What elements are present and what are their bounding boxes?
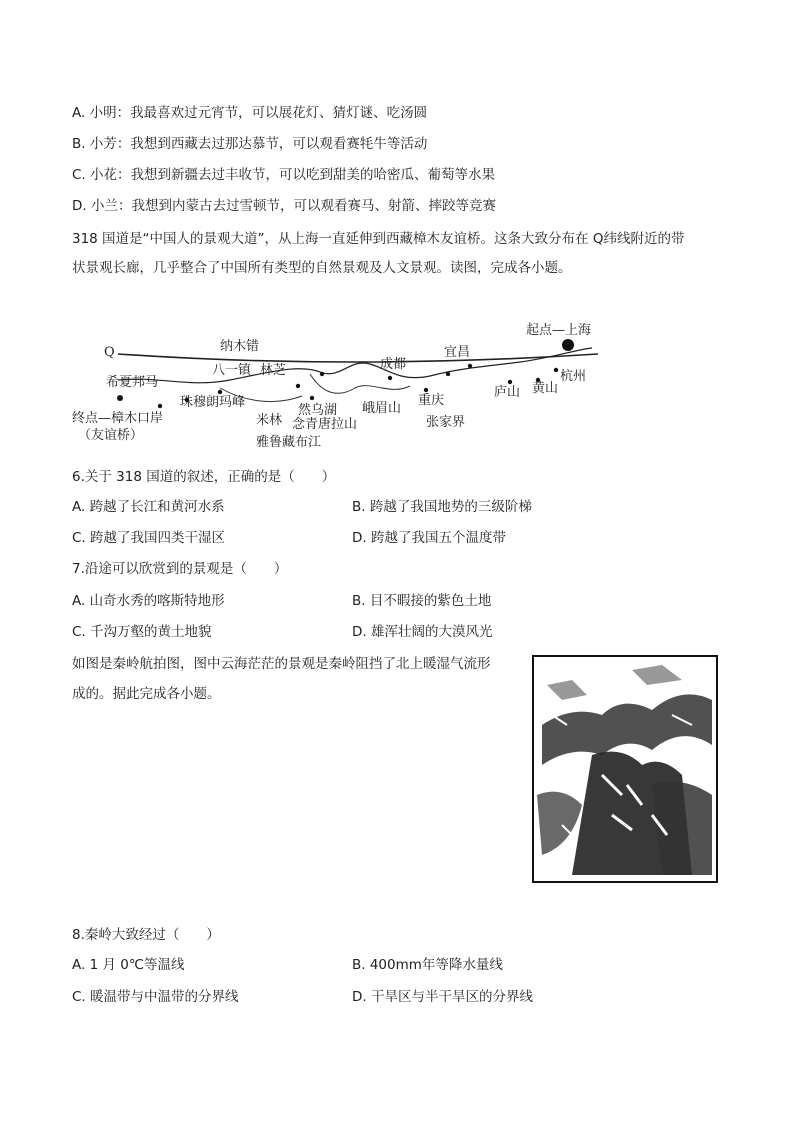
q8-option-b: B. 400mm年等降水量线 [352, 957, 503, 973]
route-318-svg [70, 310, 630, 460]
place-label: 雅鲁藏布江 [256, 435, 322, 450]
qinling-photo-svg [532, 655, 718, 883]
option-a-festival: A. 小明：我最喜欢过元宵节，可以展花灯、猜灯谜、吃汤圆 [72, 105, 428, 121]
place-label: 峨眉山 [362, 401, 402, 416]
option-b-festival: B. 小芳：我想到西藏去过那达慕节，可以观看赛牦牛等活动 [72, 136, 428, 152]
q7-option-b: B. 目不暇接的紫色土地 [352, 593, 492, 609]
place-label: 然乌湖 [298, 403, 338, 418]
place-label: 张家界 [426, 415, 466, 430]
place-label: 杭州 [560, 369, 587, 384]
end-label: 终点—樟木口岸 [72, 411, 164, 426]
q6-option-c: C. 跨越了我国四类干湿区 [72, 530, 226, 546]
place-label: 纳木错 [220, 339, 260, 354]
q7-stem: 7.沿途可以欣赏到的景观是（ ） [72, 561, 288, 577]
q8-option-a: A. 1 月 0℃等温线 [72, 957, 185, 973]
q6-stem: 6.关于 318 国道的叙述，正确的是（ ） [72, 469, 336, 485]
road-route-line [118, 348, 592, 383]
place-label: 八一镇 [212, 363, 252, 378]
place-label: 成都 [380, 357, 407, 372]
place-label: 黄山 [532, 381, 559, 396]
place-label: 庐山 [494, 385, 521, 400]
place-label: 林芝 [260, 363, 287, 378]
qinling-intro-line2: 成的。据此完成各小题。 [72, 686, 221, 702]
q8-option-c: C. 暖温带与中温带的分界线 [72, 989, 239, 1005]
q7-option-d: D. 雄浑壮阔的大漠风光 [352, 624, 493, 640]
q6-option-d: D. 跨越了我国五个温度带 [352, 530, 506, 546]
option-d-festival: D. 小兰：我想到内蒙古去过雪顿节，可以观看赛马、射箭、摔跤等竞赛 [72, 198, 496, 214]
route-318-map [70, 310, 630, 460]
qinling-aerial-photo [532, 655, 718, 883]
river-line [310, 374, 410, 393]
option-c-festival: C. 小花：我想到新疆去过丰收节，可以吃到甜美的哈密瓜、葡萄等水果 [72, 167, 496, 183]
place-label: 重庆 [418, 393, 445, 408]
place-label: 希夏邦马 [106, 375, 159, 390]
place-label: 珠穆朗玛峰 [180, 395, 246, 410]
q6-option-b: B. 跨越了我国地势的三级阶梯 [352, 499, 532, 515]
end-label-sub: （友谊桥） [78, 428, 144, 443]
endpoint-dot [117, 395, 123, 401]
place-label: 宜昌 [444, 345, 471, 360]
place-label: 念青唐拉山 [292, 417, 358, 432]
q7-option-a: A. 山奇水秀的喀斯特地形 [72, 593, 225, 609]
qinling-intro-line1: 如图是秦岭航拍图，图中云海茫茫的景观是秦岭阻挡了北上暖湿气流形 [72, 656, 491, 672]
shanghai-dot [562, 339, 574, 351]
start-label: 起点—上海 [526, 323, 592, 338]
q6-option-a: A. 跨越了长江和黄河水系 [72, 499, 225, 515]
q8-stem: 8.秦岭大致经过（ ） [72, 927, 220, 943]
q-label: Q [104, 345, 115, 360]
intro-318-line1: 318 国道是“中国人的景观大道”，从上海一直延伸到西藏樟木友谊桥。这条大致分布在 Q纬线附近的带 [72, 231, 685, 247]
intro-318-line2: 状景观长廊，几乎整合了中国所有类型的自然景观及人文景观。读图，完成各小题。 [72, 260, 572, 276]
q8-option-d: D. 干旱区与半干旱区的分界线 [352, 989, 533, 1005]
q7-option-c: C. 千沟万壑的黄土地貌 [72, 624, 212, 640]
place-label: 米林 [256, 413, 283, 428]
